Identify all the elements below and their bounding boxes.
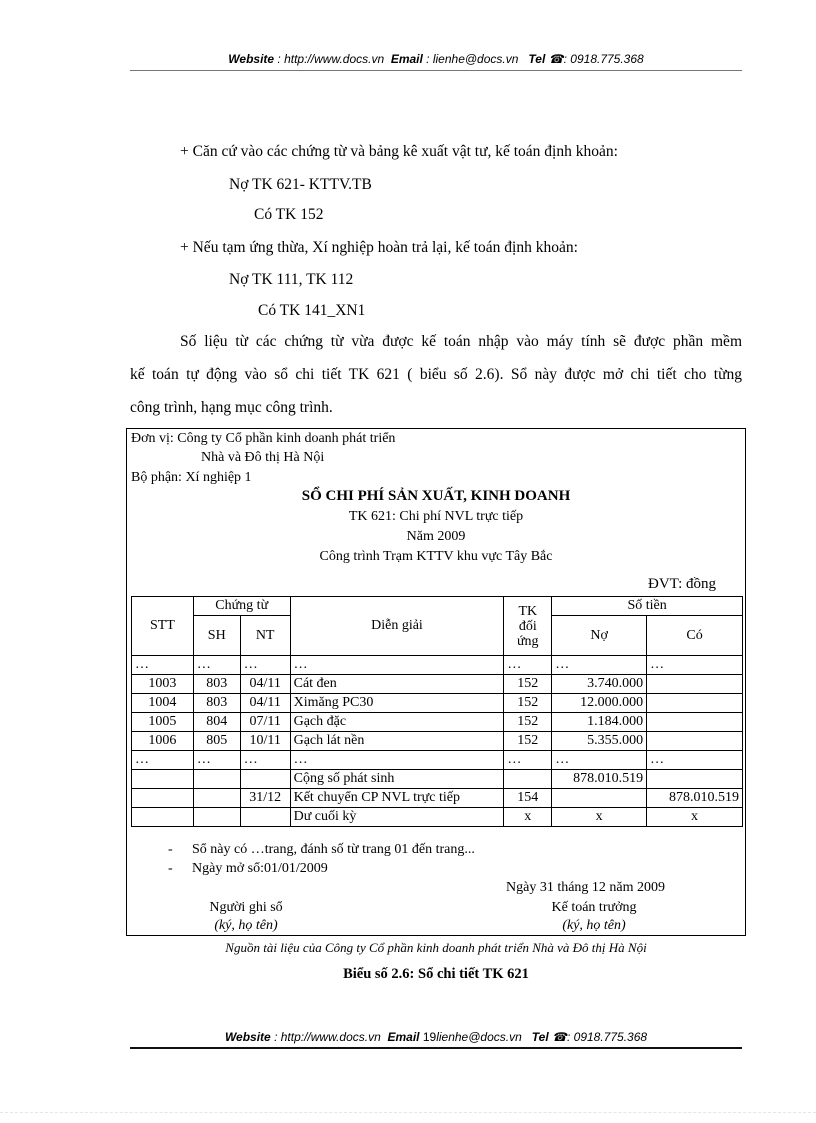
body-line-6: Có TK 141_XN1 [258,302,366,319]
body-line-4: + Nếu tạm ứng thừa, Xí nghiệp hoàn trả lại, kế toán định khoản: [180,239,578,256]
col-header-description: Diễn giải [290,597,504,656]
company-unit-line-1: Đơn vị: Công ty Cổ phần kinh doanh phát triển [131,431,396,446]
table-row [132,732,743,751]
cell-nt: 10/11 [240,732,290,751]
table-row [132,808,743,827]
cell-credit: 878.010.519 [647,789,743,808]
cell-tk: 152 [504,713,552,732]
table-row [132,675,743,694]
cell-nt: 04/11 [240,675,290,694]
page-footer [130,1030,742,1044]
cell-desc: … [290,656,504,675]
cell-nt [240,770,290,789]
cell-credit [647,770,743,789]
cell-stt: 1005 [132,713,194,732]
cell-nt: 04/11 [240,694,290,713]
chief-accountant-title: Kế toán trưởng [551,900,637,915]
note-2: Ngày mở sổ:01/01/2009 [192,861,328,876]
footer-email-link[interactable]: lienhe@docs.vn [436,1030,522,1044]
cell-debit: … [552,656,647,675]
col-header-stt: STT [132,597,194,656]
ledger-year: Năm 2009 [406,529,466,544]
cell-nt: 07/11 [240,713,290,732]
header-website-link[interactable]: : http://www.docs.vn [277,52,385,66]
cell-desc: Gạch lát nền [290,732,504,751]
cell-stt: 1004 [132,694,194,713]
footer-tel-label: Tel [531,1030,549,1044]
cell-tk: 152 [504,694,552,713]
col-header-voucher: Chứng từ [193,597,290,616]
footer-website-link[interactable]: : http://www.docs.vn [274,1030,381,1044]
cell-nt: 31/12 [240,789,290,808]
cell-tk [504,770,552,789]
ledger-subtitle: TK 621: Chi phí NVL trực tiếp [348,509,524,524]
department: Bộ phận: Xí nghiệp 1 [131,470,252,485]
table-row [132,656,743,675]
footer-website-label: Website [224,1030,271,1044]
cell-sh: … [193,751,240,770]
cell-sh: 803 [193,675,240,694]
cell-debit: 1.184.000 [552,713,647,732]
header-tel-value: : 0918.775.368 [563,52,644,66]
footer-tel-value: : 0918.775.368 [566,1030,648,1044]
table-row [132,789,743,808]
note-2-dash: - [168,861,173,876]
cell-desc: Kết chuyển CP NVL trực tiếp [290,789,504,808]
cell-stt [132,789,194,808]
cell-tk: x [504,808,552,827]
col-header-credit: Có [647,616,743,656]
table-row [132,713,743,732]
cell-credit [647,675,743,694]
cell-desc: … [290,751,504,770]
cell-nt [240,808,290,827]
body-line-8: kế toán tự động vào sổ chi tiết TK 621 ( biểu số 2.6). Sổ này được mở chi tiết cho từng [130,366,742,383]
note-1: Sổ này có …trang, đánh số từ trang 01 đến trang... [192,842,475,857]
page-number: 19 [422,1030,437,1044]
cell-desc: Dư cuối kỳ [290,808,504,827]
cell-sh [193,789,240,808]
header-email-link[interactable]: : lienhe@docs.vn [426,52,519,66]
cell-sh: 805 [193,732,240,751]
cell-sh: 804 [193,713,240,732]
footer-divider [130,1047,742,1049]
cell-credit [647,732,743,751]
project-name: Công trình Trạm KTTV khu vực Tây Bắc [319,549,553,564]
header-divider [130,70,742,71]
body-line-2: Nợ TK 621- KTTV.TB [229,176,372,193]
cell-debit: 3.740.000 [552,675,647,694]
cell-credit: … [647,656,743,675]
page-header [130,52,742,66]
cell-credit: … [647,751,743,770]
cell-stt [132,808,194,827]
header-tel-label: Tel [528,52,546,66]
body-line-7: Số liệu từ các chứng từ vừa được kế toán nhập vào máy tính sẽ được phần mềm [180,333,742,350]
cell-credit: x [647,808,743,827]
cell-debit: 878.010.519 [552,770,647,789]
table-row [132,751,743,770]
cell-credit [647,713,743,732]
cell-debit: 5.355.000 [552,732,647,751]
cell-desc: Gạch đặc [290,713,504,732]
sign-date: Ngày 31 tháng 12 năm 2009 [506,880,666,895]
col-header-amount: Số tiền [552,597,743,616]
cell-sh: 803 [193,694,240,713]
cell-desc: Cát đen [290,675,504,694]
cell-credit [647,694,743,713]
cell-debit: … [552,751,647,770]
source-note: Nguồn tài liệu của Công ty Cổ phần kinh doanh phát triển Nhà và Đô thị Hà Nội [225,940,647,955]
body-line-1: + Căn cứ vào các chứng từ và bảng kê xuất vật tư, kế toán định khoản: [180,143,618,160]
company-unit-line-2: Nhà và Đô thị Hà Nội [201,450,325,465]
col-header-counter-account: TK đối ứng [504,597,552,656]
figure-caption: Biểu số 2.6: Sổ chi tiết TK 621 [343,966,529,982]
cell-tk: 154 [504,789,552,808]
body-line-9: công trình, hạng mục công trình. [130,399,333,416]
cell-sh [193,808,240,827]
phone-icon: ☎ [548,52,564,66]
cell-sh: … [193,656,240,675]
cell-tk: 152 [504,732,552,751]
cell-debit [552,789,647,808]
cell-nt: … [240,751,290,770]
col-header-sh: SH [193,616,240,656]
cell-desc: Ximăng PC30 [290,694,504,713]
currency-unit: ĐVT: đồng [648,576,716,592]
recorder-sign-note: (ký, họ tên) [214,918,278,933]
body-line-5: Nợ TK 111, TK 112 [229,271,354,288]
ledger-table [131,596,743,827]
page-bottom-edge [0,1112,816,1114]
cell-stt: 1003 [132,675,194,694]
header-website-label: Website [228,52,275,66]
cell-tk: 152 [504,675,552,694]
cell-tk: … [504,751,552,770]
recorder-title: Người ghi sổ [209,900,283,915]
cell-stt [132,770,194,789]
cell-sh [193,770,240,789]
note-1-dash: - [168,842,173,857]
cell-debit: 12.000.000 [552,694,647,713]
cell-tk: … [504,656,552,675]
cell-nt: … [240,656,290,675]
chief-accountant-sign-note: (ký, họ tên) [562,918,626,933]
table-row [132,770,743,789]
phone-icon: ☎ [552,1030,567,1044]
ledger-title: SỔ CHI PHÍ SẢN XUẤT, KINH DOANH [301,488,571,504]
footer-email-label: Email [387,1030,420,1044]
body-line-3: Có TK 152 [254,206,324,223]
cell-desc: Cộng số phát sinh [290,770,504,789]
header-email-label: Email [390,52,423,66]
cell-stt: … [132,751,194,770]
cell-debit: x [552,808,647,827]
col-header-debit: Nợ [552,616,647,656]
col-header-nt: NT [240,616,290,656]
cell-stt: 1006 [132,732,194,751]
table-row [132,694,743,713]
cell-stt: … [132,656,194,675]
